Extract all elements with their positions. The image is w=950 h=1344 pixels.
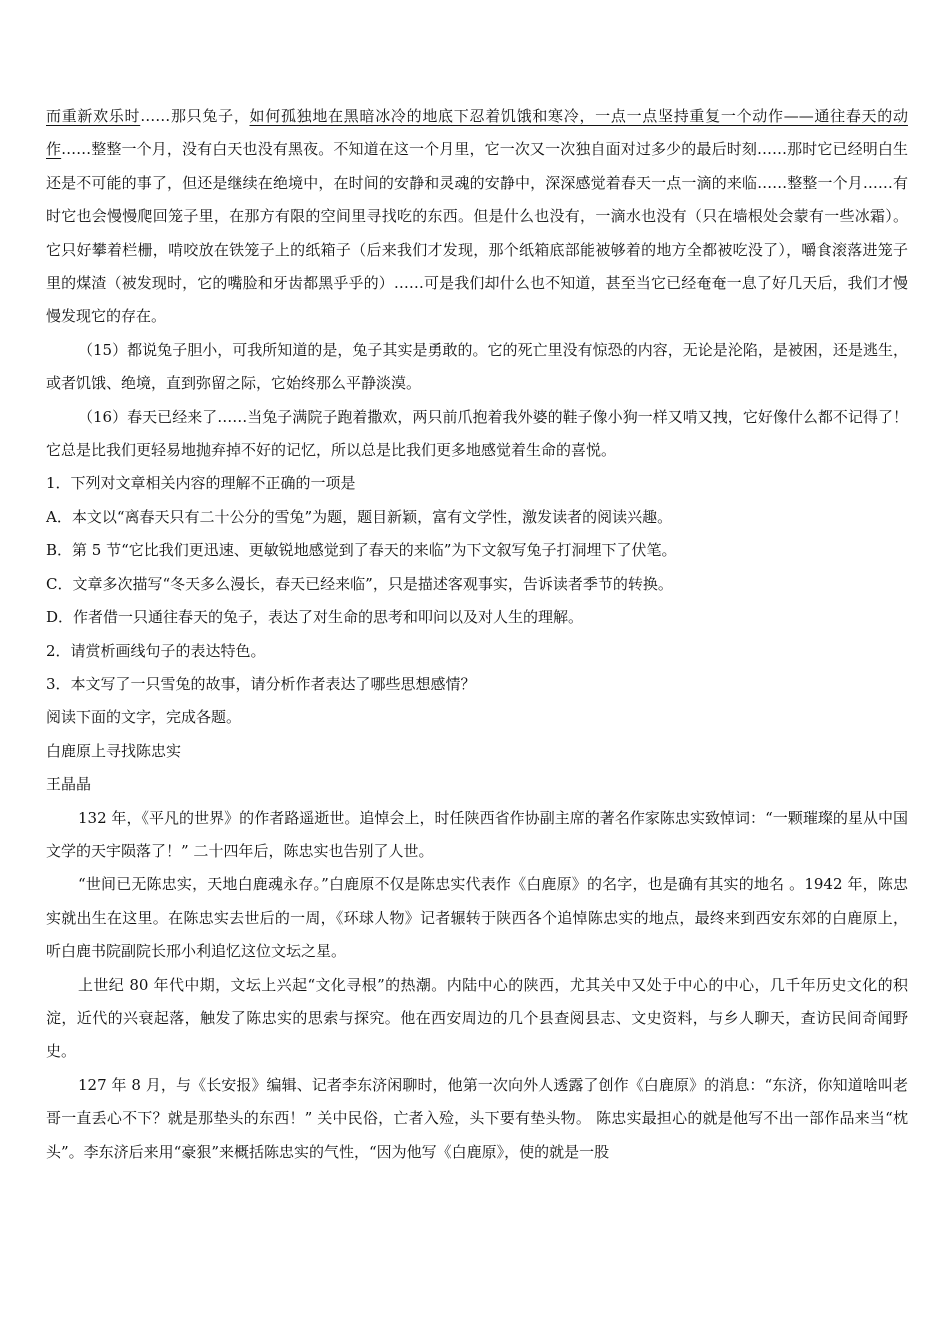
reading-instruction: 阅读下面的文字，完成各题。 (46, 708, 242, 727)
document-page (46, 100, 908, 1169)
paragraph-continued (46, 100, 908, 334)
option-d: D．作者借一只通往春天的兔子，表达了对生命的思考和叩问以及对人生的理解。 (46, 608, 584, 627)
article-title: 白鹿原上寻找陈忠实 (46, 741, 182, 760)
article-paragraph-3: 上世纪 80 年代中期，文坛上兴起“文化寻根”的热潮。内陆中心的陕西，尤其关中又处于中心的中心，几千年历史文化的积淀，近代的兴衰起落，触发了陈忠实的思索与探究。他在西安周边的几个县查阅县志、文史资料，与乡人聊天，查访民间奇闻野史。 (46, 975, 908, 1061)
paragraph-16: （16）春天已经来了……当兔子满院子跑着撒欢，两只前爪抱着我外婆的鞋子像小狗一样又啃又拽，它好像什么都不记得了！它总是比我们更轻易地抛弃掉不好的记忆，所以总是比我们更多地感觉着生命的喜悦。 (46, 407, 908, 460)
paragraph-15: （15）都说兔子胆小，可我所知道的是，兔子其实是勇敢的。它的死亡里没有惊恐的内容，无论是沦陷，是被困，还是逃生，或者饥饿、绝境，直到弥留之际，它始终那么平静淡漠。 (46, 340, 908, 393)
text-run: ……整整一个月，没有白天也没有黑夜。不知道在这一个月里，它一次又一次独自面对过多少的最后时刻……那时它已经明白生还是不可能的事了，但还是继续在绝境中，在时间的安静和灵魂的安静中，深深感觉着春天一点一滴的来临……整整一个月……有时它也会慢慢爬回笼子里，在那方有限的空间里寻找吃的东西。但是什么也没有，一滴水也没有（只在墙根处会蒙有一些冰霜）。它只好攀着栏栅，啃咬放在铁笼子上的纸箱子（后来我们才发现，那个纸箱底部能被够着的地方全都被吃没了），嚼食滚落进笼子里的煤渣（被发现时，它的嘴脸和牙齿都黑乎乎的）……可是我们却什么也不知道，甚至当它已经奄奄一息了好几天后，我们才慢慢发现它的存在。 (46, 140, 908, 326)
article-paragraph-4: 127 年 8 月，与《长安报》编辑、记者李东济闲聊时，他第一次向外人透露了创作《白鹿原》的消息：“东济，你知道啥叫老哥一直丢心不下？就是那垫头的东西！” 关中民俗，亡者入殓，头下要有垫头物。 陈忠实最担心的就是他写不出一部作品来当“枕头”。李东济后来用“豪狠”来概括陈忠实的气性，“因为他写《白鹿原》，使的就是一股 (46, 1075, 908, 1161)
article-paragraph-2: “世间已无陈忠实，天地白鹿魂永存。”白鹿原不仅是陈忠实代表作《白鹿原》的名字，也是确有其实的地名 。1942 年，陈忠实就出生在这里。在陈忠实去世后的一周，《环球人物》记者辗转于陕西各个追悼陈忠实的地点，最终来到西安东郊的白鹿原上，听白鹿书院副院长邢小利追忆这位文坛之星。 (46, 875, 908, 961)
option-c: C．文章多次描写“冬天多么漫长，春天已经来临”，只是描述客观事实，告诉读者季节的转换。 (46, 574, 673, 593)
underlined-sentence-2: 如何孤独地在黑暗冰冷的地底下忍着饥饿和寒冷，一点一点坚持重复一个动作——通往春天的动作 (46, 107, 908, 159)
option-b: B．第 5 节“它比我们更迅速、更敏锐地感觉到了春天的来临”为下文叙写兔子打洞埋下了伏笔。 (46, 541, 677, 560)
question-2: 2．请赏析画线句子的表达特色。 (46, 641, 266, 660)
underlined-sentence-1: 而重新欢乐时 (46, 107, 141, 125)
question-1: 1．下列对文章相关内容的理解不正确的一项是 (46, 474, 356, 493)
text-run: ……那只兔子， (140, 107, 250, 125)
article-paragraph-1: 132 年，《平凡的世界》的作者路遥逝世。追悼会上，时任陕西省作协副主席的著名作家陈忠实致悼词：“一颗璀璨的星从中国文学的天宇陨落了！” 二十四年后，陈忠实也告别了人世。 (46, 808, 908, 860)
question-3: 3．本文写了一只雪兔的故事，请分析作者表达了哪些思想感情？ (46, 674, 476, 693)
article-author: 王晶晶 (46, 775, 92, 794)
option-a: A．本文以“离春天只有二十公分的雪兔”为题，题目新颖，富有文学性，激发读者的阅读兴趣。 (46, 507, 673, 526)
